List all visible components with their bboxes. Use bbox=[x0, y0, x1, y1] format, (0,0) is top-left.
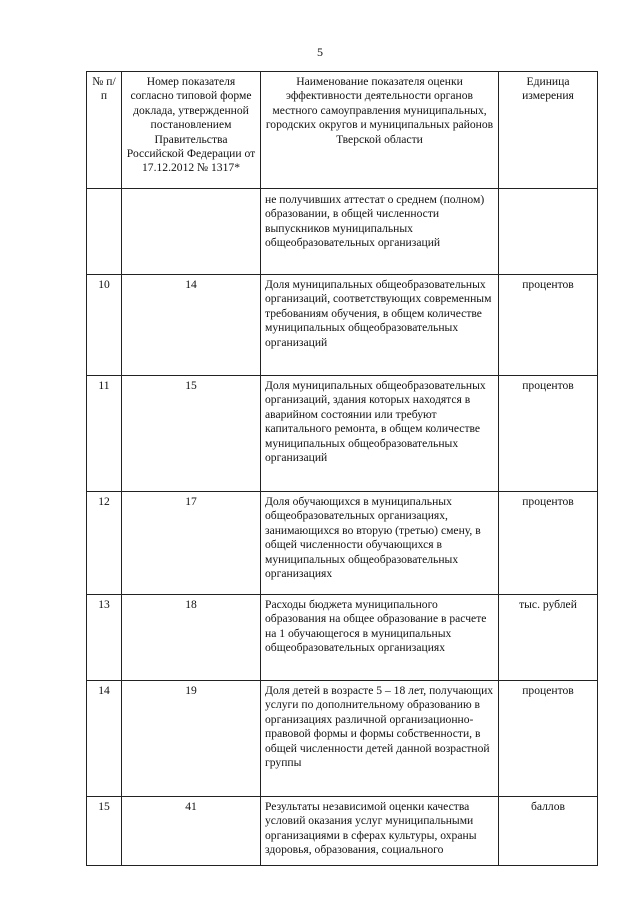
header-indicator-name: Наименование показателя оценки эффективности деятельности органов местного самоуправления муниципальных, городских округов и муниципальных районов Тверской области bbox=[261, 72, 499, 189]
row-indicator-name: Доля муниципальных общеобразовательных организаций, соответствующих современным требованиям обучения, в общем количестве муниципальных общеобразовательных организаций bbox=[261, 275, 499, 376]
row-unit bbox=[499, 189, 598, 275]
row-num: 14 bbox=[87, 681, 122, 797]
row-indicator-name: Доля обучающихся в муниципальных общеобразовательных организациях, занимающихся во вторую (третью) смену, в общей численности обучающихся в муниципальных общеобразовательных организациях bbox=[261, 492, 499, 595]
header-indicator-number: Номер показателя согласно типовой форме доклада, утвержденной постановлением Правительства Российской Федерации от 17.12.2012 № 1317* bbox=[122, 72, 261, 189]
row-num: 13 bbox=[87, 595, 122, 681]
row-unit: баллов bbox=[499, 797, 598, 866]
table-row bbox=[87, 797, 598, 866]
header-num: № п/п bbox=[87, 72, 122, 189]
table-header-row bbox=[87, 72, 598, 189]
row-indicator-number bbox=[122, 189, 261, 275]
row-indicator-number: 18 bbox=[122, 595, 261, 681]
table-row bbox=[87, 595, 598, 681]
row-indicator-number: 15 bbox=[122, 376, 261, 492]
row-indicator-number: 14 bbox=[122, 275, 261, 376]
row-num: 11 bbox=[87, 376, 122, 492]
row-num: 15 bbox=[87, 797, 122, 866]
row-unit: процентов bbox=[499, 376, 598, 492]
row-indicator-name: Результаты независимой оценки качества условий оказания услуг муниципальными организациями в сферах культуры, охраны здоровья, образования, социального bbox=[261, 797, 499, 866]
row-unit: процентов bbox=[499, 492, 598, 595]
table-row bbox=[87, 189, 598, 275]
row-num: 12 bbox=[87, 492, 122, 595]
page-number: 5 bbox=[317, 45, 323, 59]
table-row bbox=[87, 492, 598, 595]
row-indicator-name: Расходы бюджета муниципального образования на общее образование в расчете на 1 обучающегося в муниципальных общеобразовательных организациях bbox=[261, 595, 499, 681]
row-indicator-name: не получивших аттестат о среднем (полном) образовании, в общей численности выпускников муниципальных общеобразовательных организаций bbox=[261, 189, 499, 275]
row-indicator-number: 41 bbox=[122, 797, 261, 866]
indicators-table bbox=[86, 71, 598, 866]
row-indicator-name: Доля муниципальных общеобразовательных организаций, здания которых находятся в аварийном состоянии или требуют капитального ремонта, в общем количестве муниципальных общеобразовательных организаций bbox=[261, 376, 499, 492]
row-unit: процентов bbox=[499, 275, 598, 376]
row-unit: тыс. рублей bbox=[499, 595, 598, 681]
row-unit: процентов bbox=[499, 681, 598, 797]
row-num bbox=[87, 189, 122, 275]
table-row bbox=[87, 376, 598, 492]
row-indicator-number: 19 bbox=[122, 681, 261, 797]
row-num: 10 bbox=[87, 275, 122, 376]
table-row bbox=[87, 681, 598, 797]
header-unit: Единица измерения bbox=[499, 72, 598, 189]
row-indicator-name: Доля детей в возрасте 5 – 18 лет, получающих услуги по дополнительному образованию в организациях различной организационно-правовой формы и формы собственности, в общей численности детей данной возрастной группы bbox=[261, 681, 499, 797]
table-row bbox=[87, 275, 598, 376]
row-indicator-number: 17 bbox=[122, 492, 261, 595]
